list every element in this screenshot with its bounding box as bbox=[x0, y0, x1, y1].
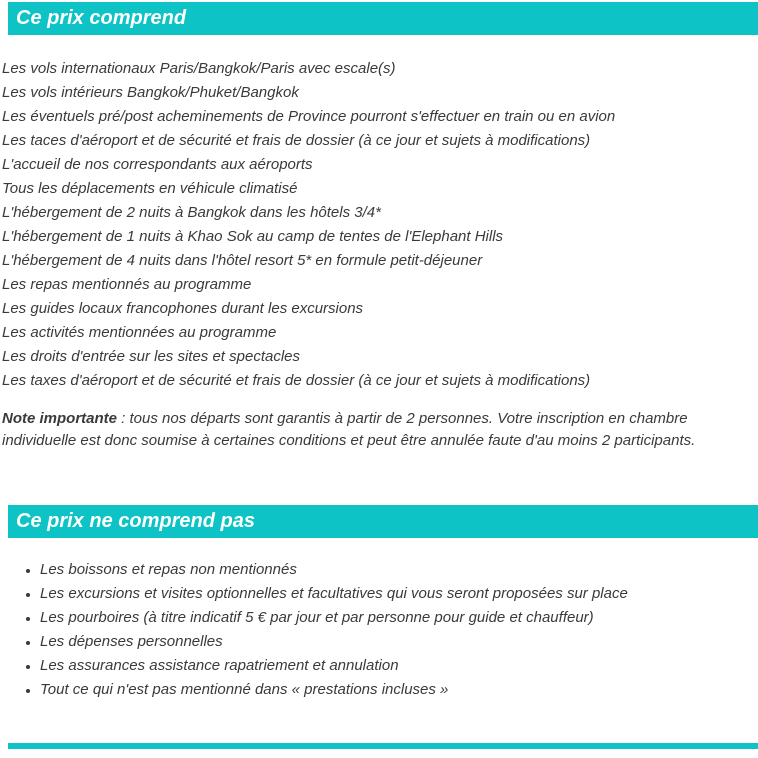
not-included-list bbox=[0, 558, 758, 702]
included-item: Les activités mentionnées au programme bbox=[2, 324, 277, 341]
section-header-not-included bbox=[8, 505, 758, 538]
section-title-not-included: Ce prix ne comprend pas bbox=[16, 510, 255, 532]
not-included-item: • Les pourboires (à titre indicatif 5 € par jour et par personne pour guide et chauffeur) bbox=[40, 606, 750, 630]
included-list bbox=[0, 57, 758, 393]
note-label: Note importante bbox=[2, 410, 118, 427]
included-item: Les taces d'aéroport et de sécurité et frais de dossier (à ce jour et sujets à modifications) bbox=[2, 132, 591, 149]
not-included-item: • Les dépenses personnelles bbox=[40, 630, 750, 654]
included-item: L'hébergement de 4 nuits dans l'hôtel resort 5* en formule petit-déjeuner bbox=[2, 252, 483, 269]
included-item: L'hébergement de 1 nuits à Khao Sok au camp de tentes de l'Elephant Hills bbox=[2, 228, 504, 245]
included-item: Tous les déplacements en véhicule climatisé bbox=[2, 180, 298, 197]
important-note bbox=[0, 408, 758, 452]
not-included-item: • Les excursions et visites optionnelles et facultatives qui vous seront proposées sur place bbox=[40, 582, 750, 606]
footer-accent-bar bbox=[8, 743, 758, 749]
section-title-included: Ce prix comprend bbox=[16, 7, 187, 29]
included-item: L'accueil de nos correspondants aux aéroports bbox=[2, 156, 313, 173]
note-text: : tous nos départs sont garantis à partir de 2 personnes. Votre inscription en chambre individuelle est donc soumise à certaines conditions et peut être annulée faute d'au moins 2 participants. bbox=[2, 410, 696, 449]
included-item: Les vols intérieurs Bangkok/Phuket/Bangkok bbox=[2, 84, 299, 101]
not-included-item: • Tout ce qui n'est pas mentionné dans « prestations incluses » bbox=[40, 678, 750, 702]
included-item: Les repas mentionnés au programme bbox=[2, 276, 252, 293]
not-included-item: • Les assurances assistance rapatriement et annulation bbox=[40, 654, 750, 678]
included-item: Les vols internationaux Paris/Bangkok/Paris avec escale(s) bbox=[2, 60, 396, 77]
included-item: Les guides locaux francophones durant les excursions bbox=[2, 300, 364, 317]
section-header-included bbox=[8, 2, 758, 35]
included-item: Les taxes d'aéroport et de sécurité et frais de dossier (à ce jour et sujets à modifications) bbox=[2, 372, 591, 389]
price-details-page bbox=[0, 2, 758, 702]
included-item: Les droits d'entrée sur les sites et spectacles bbox=[2, 348, 301, 365]
included-item: Les éventuels pré/post acheminements de Province pourront s'effectuer en train ou en avion bbox=[2, 108, 616, 125]
included-item: L'hébergement de 2 nuits à Bangkok dans les hôtels 3/4* bbox=[2, 204, 381, 221]
not-included-item: • Les boissons et repas non mentionnés bbox=[40, 558, 750, 582]
